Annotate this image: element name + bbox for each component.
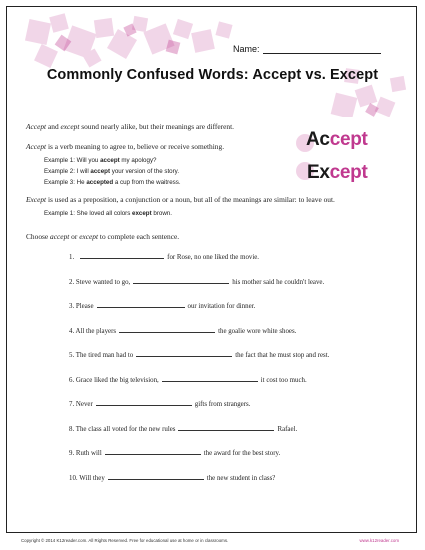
intro-sentence: Accept and except sound nearly alike, but their meanings are different.: [26, 122, 234, 131]
instructions: Choose accept or except to complete each sentence.: [26, 232, 180, 241]
accept-example-2: Example 2: I will accept your version of the story.: [44, 168, 180, 175]
name-field: [233, 44, 381, 54]
decorative-squares-banner: [7, 7, 417, 117]
except-logo-word: Except: [307, 162, 368, 183]
question-2: 2. Steve wanted to go, his mother said he couldn't leave.: [69, 279, 325, 286]
worksheet-page: [6, 6, 417, 533]
answer-blank[interactable]: [97, 306, 185, 308]
question-6: 6. Grace liked the big television, it cost too much.: [69, 377, 307, 384]
answer-blank[interactable]: [133, 282, 229, 284]
question-7: 7. Never gifts from strangers.: [69, 401, 251, 408]
answer-blank[interactable]: [178, 429, 274, 431]
name-blank-line[interactable]: [263, 44, 381, 54]
accept-definition: Accept is a verb meaning to agree to, believe or receive something.: [26, 142, 225, 151]
accept-logo-word: Accept: [306, 129, 368, 150]
answer-blank[interactable]: [80, 257, 164, 259]
question-5: 5. The tired man had to the fact that he must stop and rest.: [69, 352, 330, 359]
question-4: 4. All the players the goalie wore white shoes.: [69, 328, 297, 335]
question-3: 3. Please our invitation for dinner.: [69, 303, 256, 310]
accept-example-3: Example 3: He accepted a cup from the waitress.: [44, 179, 181, 186]
question-10: 10. Will they the new student in class?: [69, 475, 276, 482]
answer-blank[interactable]: [105, 453, 201, 455]
name-label: Name:: [233, 44, 260, 54]
answer-blank[interactable]: [136, 355, 232, 357]
question-1: 1. for Rose, no one liked the movie.: [69, 254, 260, 261]
answer-blank[interactable]: [108, 478, 204, 480]
footer-url-link[interactable]: www.k12reader.com: [359, 538, 399, 543]
footer-copyright: Copyright © 2014 K12reader.com. All Rights Reserved. Free for educational use at home or in classrooms.: [21, 538, 229, 543]
worksheet-title: Commonly Confused Words: Accept vs. Except: [46, 67, 379, 83]
answer-blank[interactable]: [96, 404, 192, 406]
except-example-1: Example 1: She loved all colors except brown.: [44, 210, 172, 217]
question-8: 8. The class all voted for the new rules Rafael.: [69, 426, 298, 433]
answer-blank[interactable]: [119, 331, 215, 333]
except-definition: Except is used as a preposition, a conjunction or a noun, but all of the meanings are similar: to leave out.: [26, 195, 335, 204]
accept-example-1: Example 1: Will you accept my apology?: [44, 157, 157, 164]
question-9: 9. Ruth will the award for the best story.: [69, 450, 281, 457]
answer-blank[interactable]: [162, 380, 258, 382]
